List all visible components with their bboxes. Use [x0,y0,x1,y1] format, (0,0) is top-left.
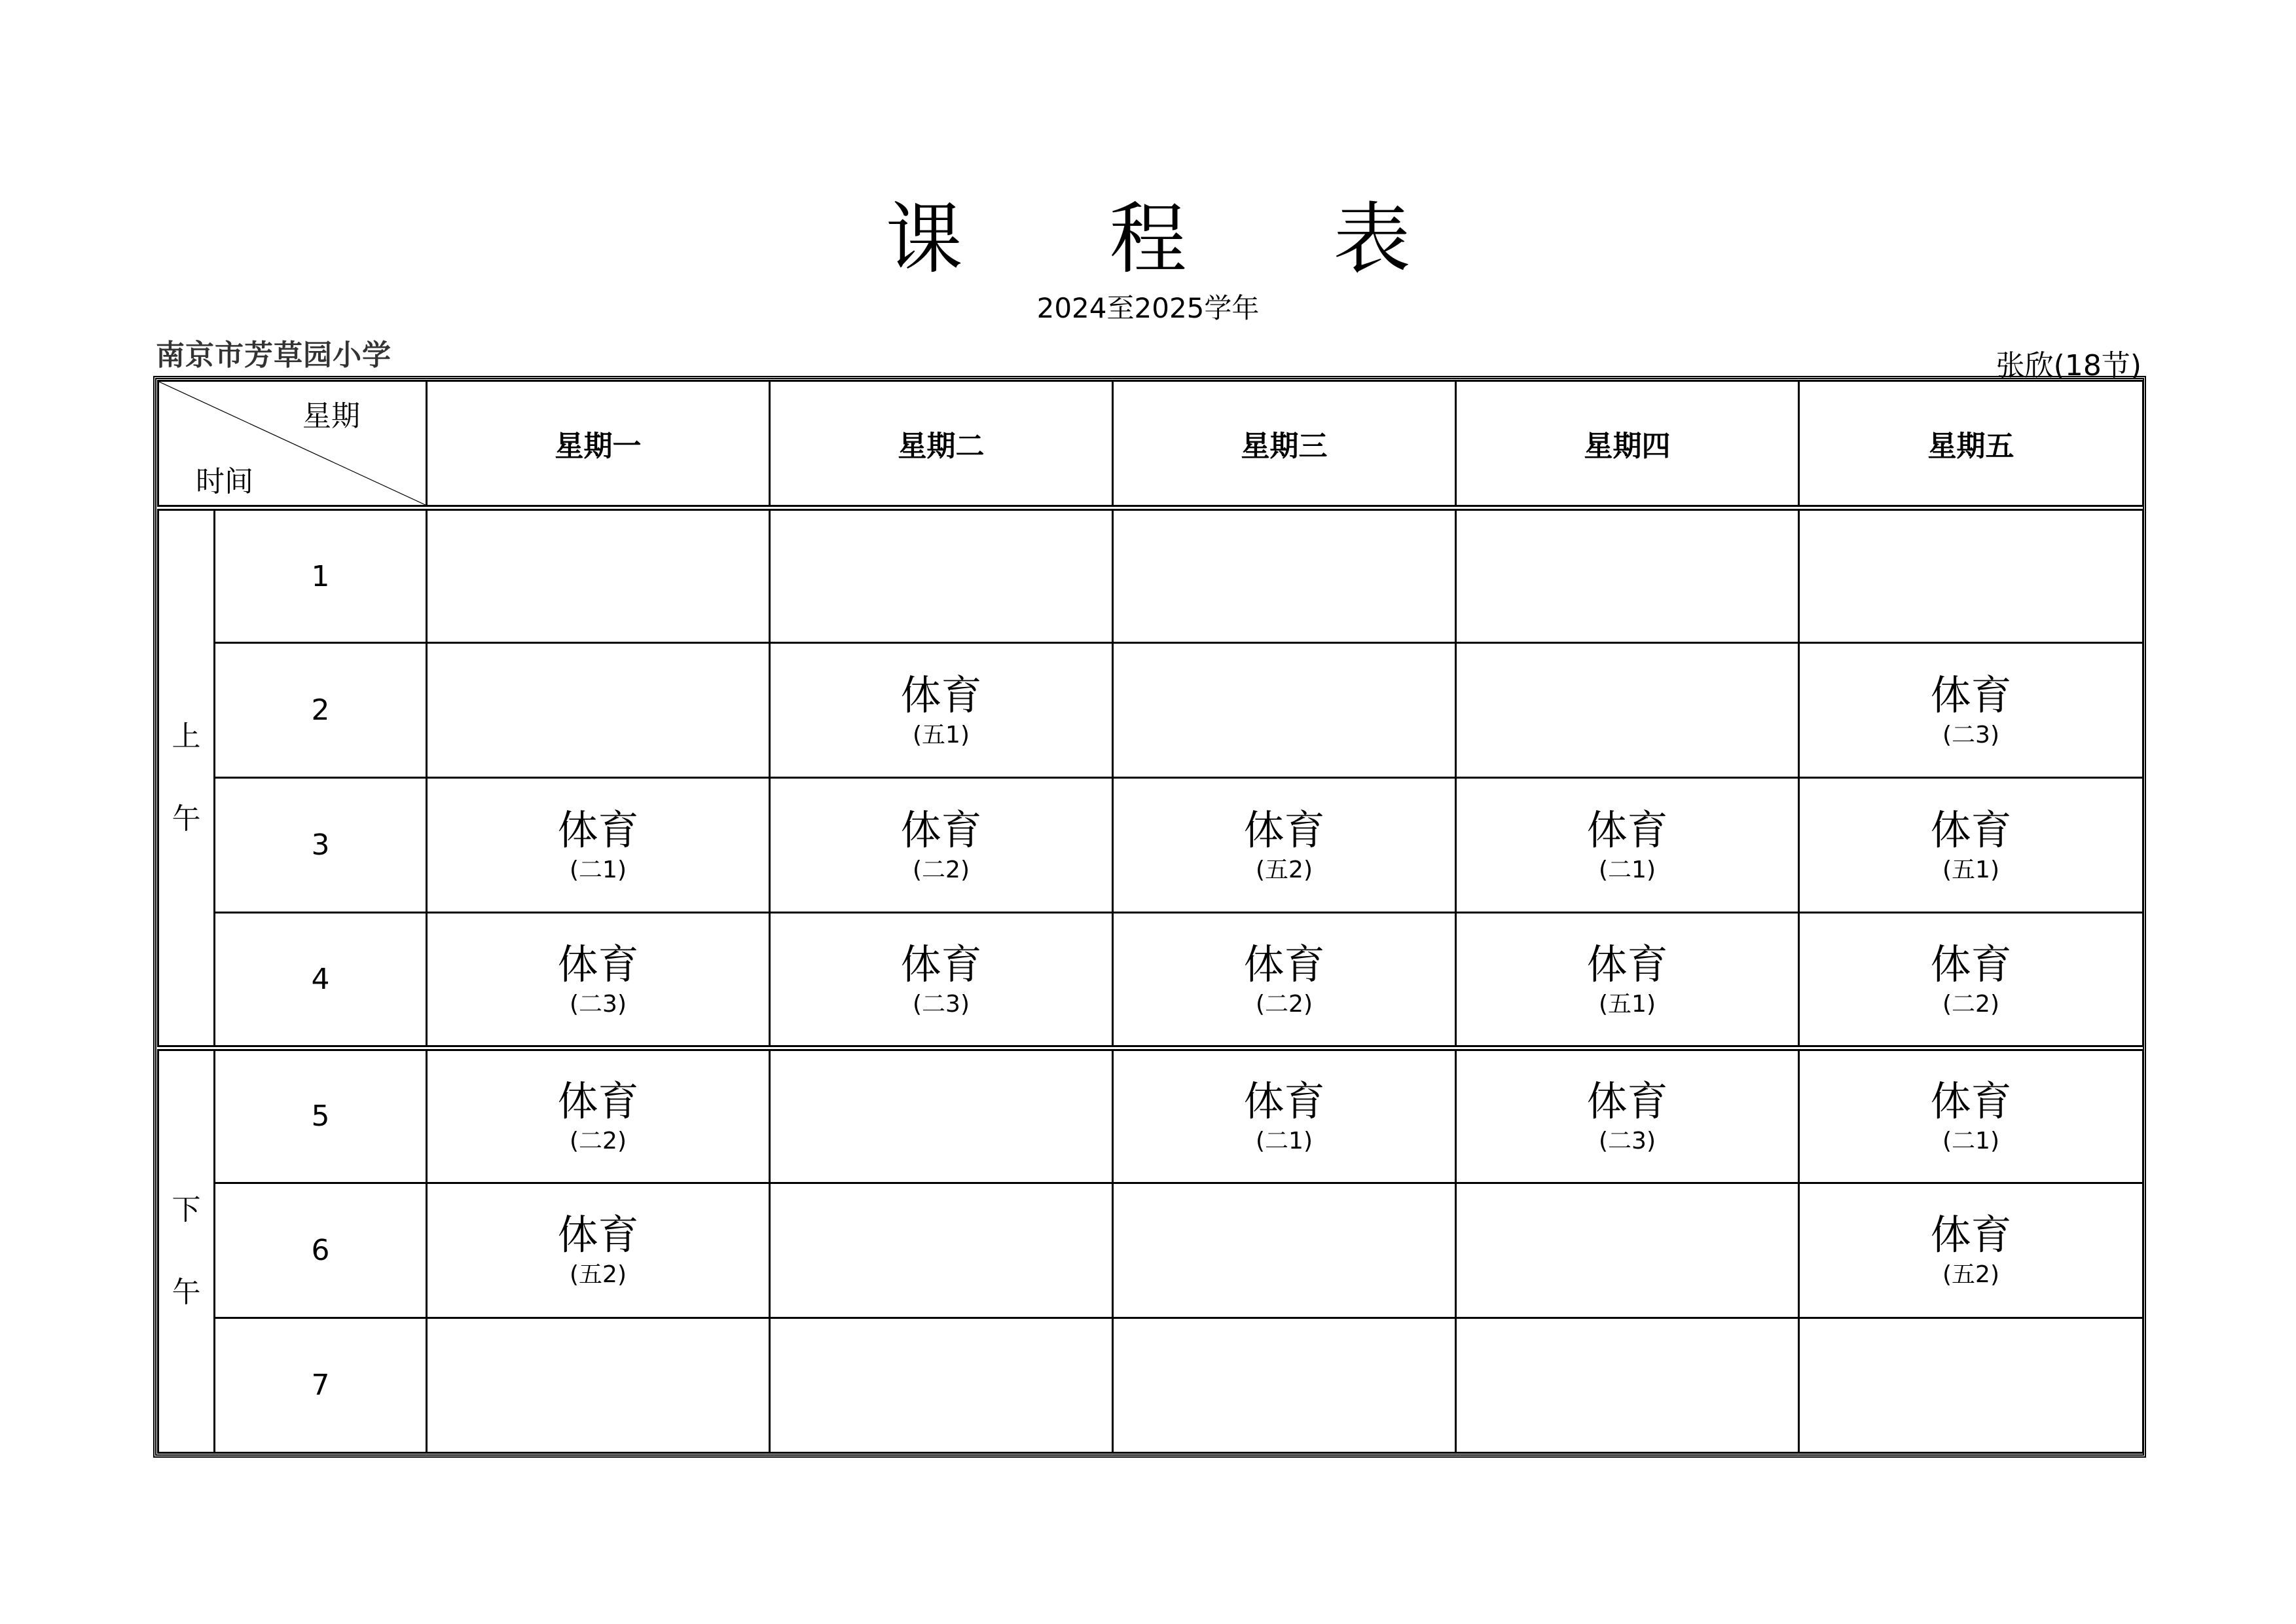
period-row [158,1183,2143,1318]
period-row [158,778,2143,913]
lesson-cell [427,1183,770,1318]
afternoon-label [158,1048,215,1452]
lesson-subject: 体育 [557,1211,639,1259]
day-header: 星期四 [1456,381,1799,508]
lesson-class: (二3) [1942,721,1999,748]
period-number: 3 [215,778,427,913]
lesson-cell [427,508,770,643]
period-number: 5 [215,1048,427,1183]
lesson-cell [1799,1318,2143,1452]
corner-time-label: 时间 [196,465,253,499]
lesson-class: (二3) [570,990,627,1018]
lesson-subject: 体育 [1586,1077,1668,1125]
lesson-cell [1456,913,1799,1048]
period-row [158,643,2143,778]
lesson-cell [770,1048,1113,1183]
lesson-subject: 体育 [1930,671,2012,719]
lesson-class: (二1) [570,856,627,883]
day-header: 星期一 [427,381,770,508]
lesson-cell [427,778,770,913]
period-number: 1 [215,508,427,643]
lesson-cell [1456,778,1799,913]
lesson-subject: 体育 [1243,940,1325,988]
lesson-cell [1456,1318,1799,1452]
lesson-subject: 体育 [557,805,639,854]
morning-char: 午 [172,802,201,836]
lesson-subject: 体育 [1930,805,2012,854]
lesson-cell [427,1318,770,1452]
period-number: 4 [215,913,427,1048]
lesson-subject: 体育 [1586,805,1668,854]
title-char: 程 [1109,194,1187,284]
lesson-class: (二2) [913,856,970,883]
lesson-cell [1799,508,2143,643]
lesson-subject: 体育 [900,805,982,854]
lesson-class: (二1) [1942,1127,1999,1154]
timetable [157,380,2144,1454]
lesson-class: (二2) [1942,990,1999,1018]
afternoon-char: 午 [172,1275,201,1309]
corner-cell [158,381,427,508]
lesson-class: (二2) [1256,990,1313,1018]
period-row [158,508,2143,643]
header-row [158,381,2143,508]
lesson-subject: 体育 [1930,1077,2012,1125]
lesson-subject: 体育 [1243,1077,1325,1125]
lesson-cell [1799,1048,2143,1183]
lesson-cell [427,1048,770,1183]
lesson-class: (五2) [570,1261,627,1289]
day-header: 星期三 [1113,381,1456,508]
lesson-class: (二1) [1256,1127,1313,1154]
period-number: 7 [215,1318,427,1452]
lesson-class: (五2) [1942,1261,1999,1289]
morning-char: 上 [172,719,201,753]
day-header: 星期五 [1799,381,2143,508]
lesson-cell [1799,643,2143,778]
school-name: 南京市芳草园小学 [156,339,392,372]
lesson-cell [427,643,770,778]
corner-weekday-label: 星期 [302,399,360,433]
lesson-cell [1113,778,1456,913]
day-header: 星期二 [770,381,1113,508]
page-title [0,177,2296,288]
lesson-cell [770,778,1113,913]
lesson-cell [1799,913,2143,1048]
title-char: 表 [1333,194,1411,284]
lesson-subject: 体育 [557,1077,639,1125]
school-year: 2024至2025学年 [1036,292,1260,324]
lesson-cell [427,913,770,1048]
lesson-cell [770,1318,1113,1452]
lesson-class: (五2) [1256,856,1313,883]
period-row [158,1048,2143,1183]
lesson-subject: 体育 [557,940,639,988]
morning-label [158,508,215,1048]
period-row [158,913,2143,1048]
lesson-class: (五1) [1942,856,1999,883]
lesson-cell [770,913,1113,1048]
lesson-subject: 体育 [1930,1211,2012,1259]
lesson-cell [1113,1048,1456,1183]
lesson-subject: 体育 [1930,940,2012,988]
lesson-class: (二3) [913,990,970,1018]
lesson-class: (五1) [913,721,970,748]
afternoon-char: 下 [172,1192,201,1227]
title-char: 课 [885,194,963,284]
lesson-cell [770,1183,1113,1318]
lesson-subject: 体育 [900,940,982,988]
lesson-class: (二3) [1599,1127,1656,1154]
lesson-subject: 体育 [900,671,982,719]
period-number: 6 [215,1183,427,1318]
lesson-cell [1113,1183,1456,1318]
lesson-class: (五1) [1599,990,1656,1018]
lesson-subject: 体育 [1586,940,1668,988]
lesson-cell [1456,643,1799,778]
lesson-cell [1799,1183,2143,1318]
lesson-cell [770,643,1113,778]
lesson-cell [1113,1318,1456,1452]
lesson-cell [1456,508,1799,643]
period-row [158,1318,2143,1452]
lesson-class: (二2) [570,1127,627,1154]
lesson-class: (二1) [1599,856,1656,883]
lesson-cell [1113,913,1456,1048]
lesson-cell [1456,1183,1799,1318]
lesson-cell [770,508,1113,643]
lesson-cell [1113,643,1456,778]
lesson-cell [1113,508,1456,643]
period-number: 2 [215,643,427,778]
teacher-name: 张欣(18节) [1995,349,2141,382]
lesson-subject: 体育 [1243,805,1325,854]
lesson-cell [1799,778,2143,913]
lesson-cell [1456,1048,1799,1183]
